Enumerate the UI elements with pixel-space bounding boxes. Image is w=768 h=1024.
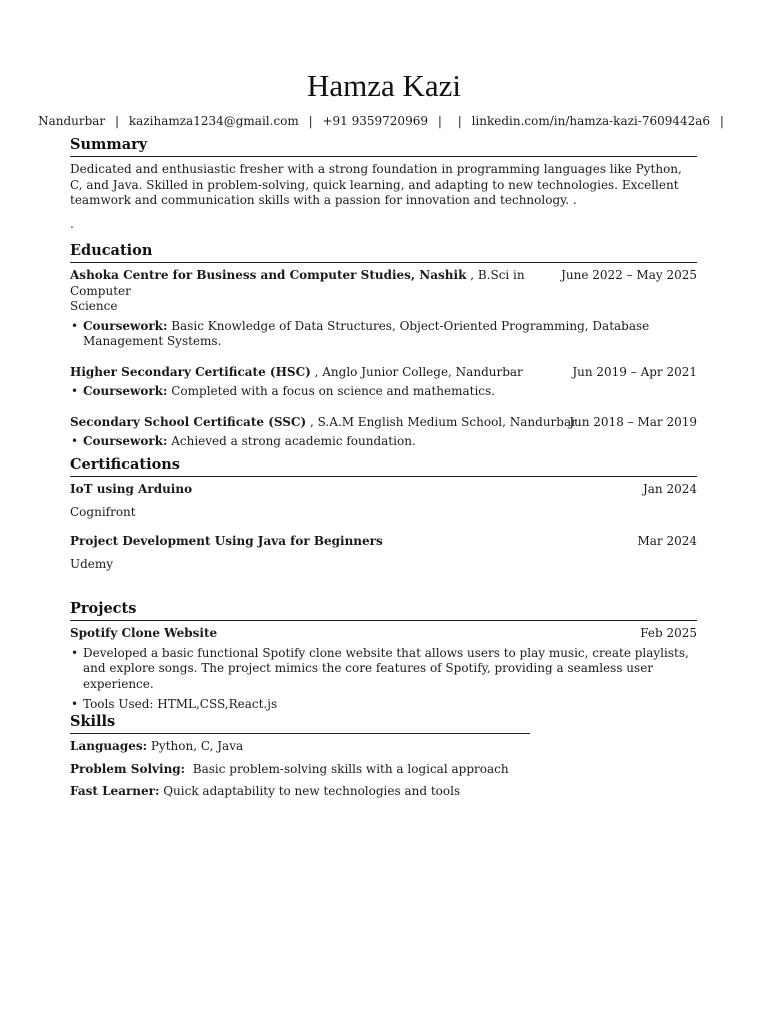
date-range: Jun 2019 – Apr 2021 [572,364,697,379]
skill-label: Fast Learner: [70,784,160,798]
degree-continued: Science [70,299,118,313]
project-bullet: • Tools Used: HTML,CSS,React.js [70,697,697,713]
date-range: June 2022 – May 2025 [561,268,697,282]
skill-label: Languages: [70,739,148,753]
skill-row [70,762,530,778]
skill-value: Python, C, Java [147,739,244,753]
degree: , B.Sci in Computer [70,268,525,298]
certification-entry [70,534,697,572]
coursework-item [70,384,697,400]
school-name: Higher Secondary Certificate (HSC) [70,364,311,379]
skill-value: Quick adaptability to new technologies and tools [159,784,461,798]
separator: | [719,114,724,128]
school-name: Secondary School Certificate (SSC) [70,414,307,429]
section-title: Summary [70,136,697,157]
skill-label: Problem Solving: [70,761,186,776]
certification-entry [70,482,697,520]
coursework-label: Coursework: [83,384,168,398]
coursework-text: Basic Knowledge of Data Structures, Object-Oriented Programming, Database Management Systems. [83,318,650,348]
school-name: Ashoka Centre for Business and Computer Studies, Nashik [70,268,467,282]
skill-value: Basic problem-solving skills with a logical approach [185,761,509,776]
education-entry [70,415,697,450]
education-entry [70,268,697,350]
project-entry [70,626,697,713]
separator: | [115,114,120,128]
date-range: Jun 2018 – Mar 2019 [569,414,697,429]
phone-link[interactable]: +91 9359720969 [322,114,428,128]
certification-date: Mar 2024 [637,534,697,548]
summary-dot: . [70,216,74,231]
education-entry [70,365,697,400]
coursework-item [70,434,697,450]
location: Nandurbar [38,114,106,128]
project-name: Spotify Clone Website [70,626,218,640]
certification-name: IoT using Arduino [70,482,193,496]
coursework-label: Coursework: [83,318,168,333]
section-title: Projects [70,600,697,621]
project-bullet: • Developed a basic functional Spotify clone website that allows users to play music, create playlists, and explore songs. The project mimics the core features of Spotify, providing a seamless user experience. [70,646,697,693]
candidate-name: Hamza Kazi [306,68,462,103]
school-detail: , Anglo Junior College, Nandurbar [310,364,523,379]
coursework-label: Coursework: [83,434,168,448]
certification-date: Jan 2024 [642,482,697,496]
section-title: Education [70,242,697,263]
certification-issuer: Cognifront [70,504,136,519]
coursework-text: Completed with a focus on science and mathematics. [167,384,495,398]
separator: | [437,114,442,128]
summary-text: Dedicated and enthusiastic fresher with a strong foundation in programming languages like Python, C, and Java. Skilled in problem-solving, quick learning, and adapting to new technologies. Excellent teamwork and communication skills with a passion for innovation and technology. . [70,162,682,207]
linkedin-link[interactable]: linkedin.com/in/hamza-kazi-7609442a6 [471,114,711,128]
skill-row [70,784,530,800]
projects-section [70,600,697,713]
section-title: Skills [70,713,530,734]
section-title: Certifications [70,456,697,477]
skill-row [70,739,530,755]
project-date: Feb 2025 [640,626,697,640]
contact-line [0,113,768,129]
certifications-section [70,456,697,572]
school-detail: , S.A.M English Medium School, Nandurbar [306,414,577,429]
certification-name: Project Development Using Java for Beginners [70,534,383,548]
email-link[interactable]: kazihamza1234@gmail.com [128,114,299,128]
separator: | [308,114,313,128]
certification-issuer: Udemy [70,556,114,571]
summary-section [70,136,697,232]
education-section [70,242,697,450]
skills-section [70,713,530,800]
coursework-text: Achieved a strong academic foundation. [167,434,416,448]
separator: | [457,114,462,128]
coursework-item [70,319,683,350]
